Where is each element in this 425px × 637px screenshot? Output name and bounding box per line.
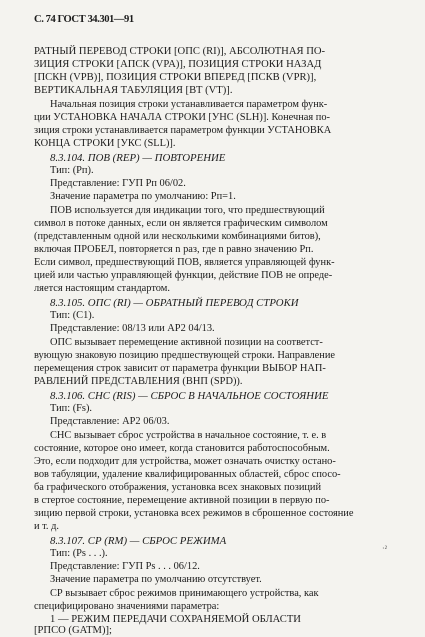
section-heading: 8.3.104. ПОВ (REP) — ПОВТОРЕНИЕ (50, 152, 226, 164)
text-line: РАТНЫЙ ПЕРЕВОД СТРОКИ [ОПС (RI)], АБСОЛЮТНАЯ ПО- (34, 46, 326, 57)
text-line: (представленным одной или несколькими комбинациями битов), (34, 231, 321, 242)
text-line: ляется настоящим стандартом. (34, 283, 170, 294)
text-line: СР вызывает сброс режимов принимающего устройства, как (50, 588, 319, 599)
text-line: Представление: ГУП Рп 06/02. (50, 178, 186, 189)
text-line: Это, если подходит для устройства, может означать очистку остано- (34, 456, 336, 467)
text-line: состояние, которое оно имеет, когда становится работоспособным. (34, 443, 330, 454)
text-line: КОНЦА СТРОКИ [УКС (SLL)]. (34, 138, 176, 149)
text-line: ба графического отображения, установка всех знаковых позиций (34, 482, 322, 493)
text-line: Значение параметра по умолчанию отсутствует. (50, 574, 262, 585)
text-line: Если символ, предшествующий ПОВ, является управляющей функ- (34, 257, 335, 268)
text-line: [ПСКН (VPB)], ПОЗИЦИЯ СТРОКИ ВПЕРЕД [ПСКВ (VPR)], (34, 72, 317, 83)
text-line: в стертое состояние, перемещение активной позиции в первую по- (34, 495, 330, 506)
text-line: СНС вызывает сброс устройства в начальное состояние, т. е. в (50, 430, 327, 441)
text-line: Значение параметра по умолчанию: Рп=1. (50, 191, 236, 202)
text-line: ВЕРТИКАЛЬНАЯ ТАБУЛЯЦИЯ [ВТ (VT)]. (34, 85, 233, 96)
text-line: цией или частью управляющей функции, действие ПОВ не опреде- (34, 270, 333, 281)
text-line: Тип: (Fs). (50, 403, 93, 414)
text-line: РАВЛЕНИЙ ПРЕДСТАВЛЕНИЯ (ВНП (SPD)). (34, 376, 243, 387)
text-line: символ в потоке данных, если он является графическим символом (34, 218, 328, 229)
text-line: Тип: (Ps . . .). (50, 548, 108, 559)
text-line: Представление: АР2 06/03. (50, 416, 170, 427)
text-line: включая ПРОБЕЛ, повторяется n раз, где n равно значению Рп. (34, 244, 314, 255)
text-line: Начальная позиция строки устанавливается параметром функ- (50, 99, 328, 110)
text-line: [РПСО (GATM)]; (34, 625, 112, 636)
text-line: специфицировано значениями параметра: (34, 601, 220, 612)
text-line: и т. д. (34, 521, 59, 532)
text-line: 1 — РЕЖИМ ПЕРЕДАЧИ СОХРАНЯЕМОЙ ОБЛАСТИ (50, 614, 301, 625)
section-heading: 8.3.107. СР (RM) — СБРОС РЕЖИМА (50, 535, 227, 547)
scan-mark: ·² (382, 544, 388, 553)
section-heading: 8.3.106. СНС (RIS) — СБРОС В НАЧАЛЬНОЕ СОСТОЯНИЕ (50, 390, 329, 402)
text-line: Тип: (С1). (50, 310, 95, 321)
text-line: зицию первой строки, установка всех режимов в сброшенное состояние (34, 508, 354, 519)
page-header: С. 74 ГОСТ 34.301—91 (34, 14, 134, 25)
text-line: зиция строки устанавливается параметром функции УСТАНОВКА (34, 125, 332, 136)
text-line: Представление: ГУП Ps . . . 06/12. (50, 561, 200, 572)
section-heading: 8.3.105. ОПС (RI) — ОБРАТНЫЙ ПЕРЕВОД СТРОКИ (50, 297, 299, 309)
text-line: Представление: 08/13 или АР2 04/13. (50, 323, 215, 334)
text-line: перемещения строк зависит от параметра функции ВЫБОР НАП- (34, 363, 326, 374)
text-line: ПОВ используется для индикации того, что предшествующий (50, 205, 325, 216)
text-line: ОПС вызывает перемещение активной позиции на соответст- (50, 337, 323, 348)
text-line: ции УСТАНОВКА НАЧАЛА СТРОКИ [УНС (SLH)]. Конечная по- (34, 112, 330, 123)
text-line: вов табуляции, удаление квалифицированных областей, сброс спосо- (34, 469, 341, 480)
text-line: ЗИЦИЯ СТРОКИ [АПСК (VPA)], ПОЗИЦИЯ СТРОКИ НАЗАД (34, 59, 322, 70)
text-line: Тип: (Рп). (50, 165, 94, 176)
text-line: вующую знаковую позицию предшествующей строки. Направление (34, 350, 336, 361)
